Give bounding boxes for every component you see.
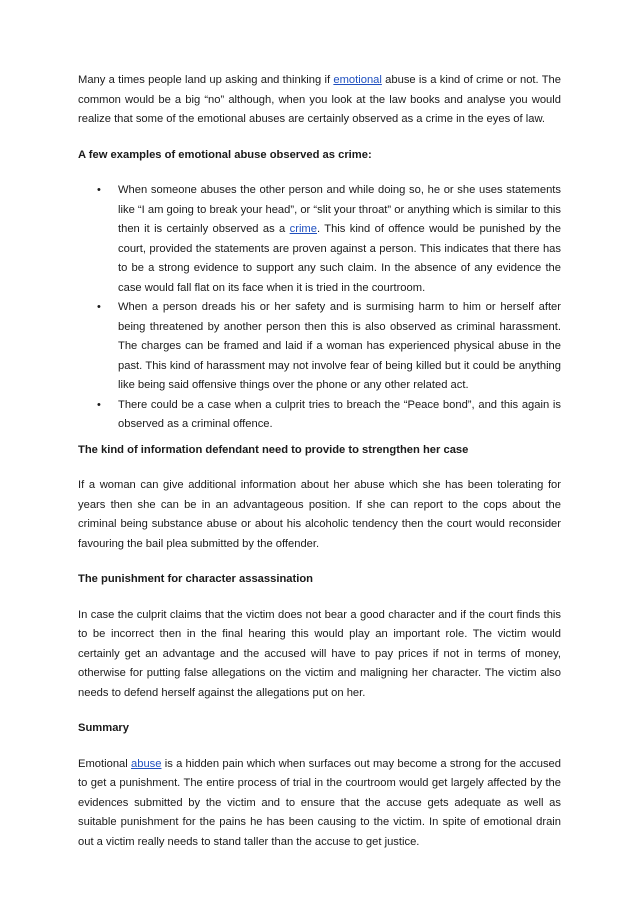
summary-text-end: is a hidden pain which when surfaces out may become a strong for the accused to get a punishment. The entire process of trial in the courtroom would get largely affected by the evidences submitted by the victim and to ensure that the accuse gets adequate as well as suitable punishment for the pains he has been causing to the victim. In spite of emotional drain out a victim really needs to stand taller than the accuse to get justice. xyxy=(78,757,561,848)
information-paragraph: If a woman can give additional information about her abuse which she has been tolerating for years then she can be in an advantageous position. If she can report to the cops about the criminal being substance abuse or about his alcoholic tendency then the court would reconsider favouring the bail plea submitted by the offender. xyxy=(78,479,561,550)
examples-list xyxy=(78,181,561,435)
intro-paragraph xyxy=(78,71,561,130)
information-heading: The kind of information defendant need to provide to strengthen her case xyxy=(78,443,469,456)
examples-list-item xyxy=(78,181,561,298)
summary-paragraph xyxy=(78,755,561,853)
punishment-heading: The punishment for character assassination xyxy=(78,573,314,585)
list-item-text: There could be a case when a culprit tries to breach the “Peace bond”, and this again is observed as a criminal offence. xyxy=(118,398,561,430)
intro-text-end: abuse is a kind of crime or not. The common would be a big “no” although, when you look at the law books and analyse you would realize that some of the emotional abuses are certainly observed as a crime in the eyes of law. xyxy=(78,74,561,125)
crime-link[interactable]: crime xyxy=(289,223,317,235)
list-item-text-start: When someone abuses the other person and while doing so, he or she uses statements like “I am going to break your head”, or “slit your throat” or anything which is similar to this then it is certainly observed as a xyxy=(118,184,561,235)
bullet-icon: • xyxy=(97,398,101,411)
examples-list-item xyxy=(78,298,561,396)
examples-heading: A few examples of emotional abuse observed as crime: xyxy=(78,148,372,161)
bullet-icon: • xyxy=(97,301,101,313)
abuse-link[interactable]: abuse xyxy=(131,757,162,770)
emotional-link[interactable]: emotional xyxy=(333,74,382,86)
list-item-text-end: . This kind of offence would be punished by the court, provided the statements are proven against a person. This indicates that there has to be a strong evidence to support any such claim. In the absence of any evidence the case would fall flat on its face when it is tried in the courtroom. xyxy=(118,223,561,294)
list-item-text: When a person dreads his or her safety and is surmising harm to him or herself after being threatened by another person then this is also observed as criminal harassment. The charges can be framed and laid if a woman has experienced physical abuse in the past. This kind of harassment may not involve fear of being killed but it could be anything like being said offensive things over the phone or any other related act. xyxy=(118,301,561,391)
bullet-icon: • xyxy=(97,184,101,196)
summary-heading: Summary xyxy=(78,722,129,734)
summary-text-start: Emotional xyxy=(78,757,131,770)
intro-text-start: Many a times people land up asking and thinking if xyxy=(78,74,334,86)
document-page xyxy=(78,71,561,868)
punishment-paragraph: In case the culprit claims that the victim does not bear a good character and if the court finds this to be incorrect then in the final hearing this would play an important role. The victim would certainly get an advantage and the accused will have to pay prices if not in terms of money, otherwise for putting false allegations on the victim and maligning her character. The victim also needs to defend herself against the allegations put on her. xyxy=(78,608,561,699)
examples-list-item xyxy=(78,396,561,435)
